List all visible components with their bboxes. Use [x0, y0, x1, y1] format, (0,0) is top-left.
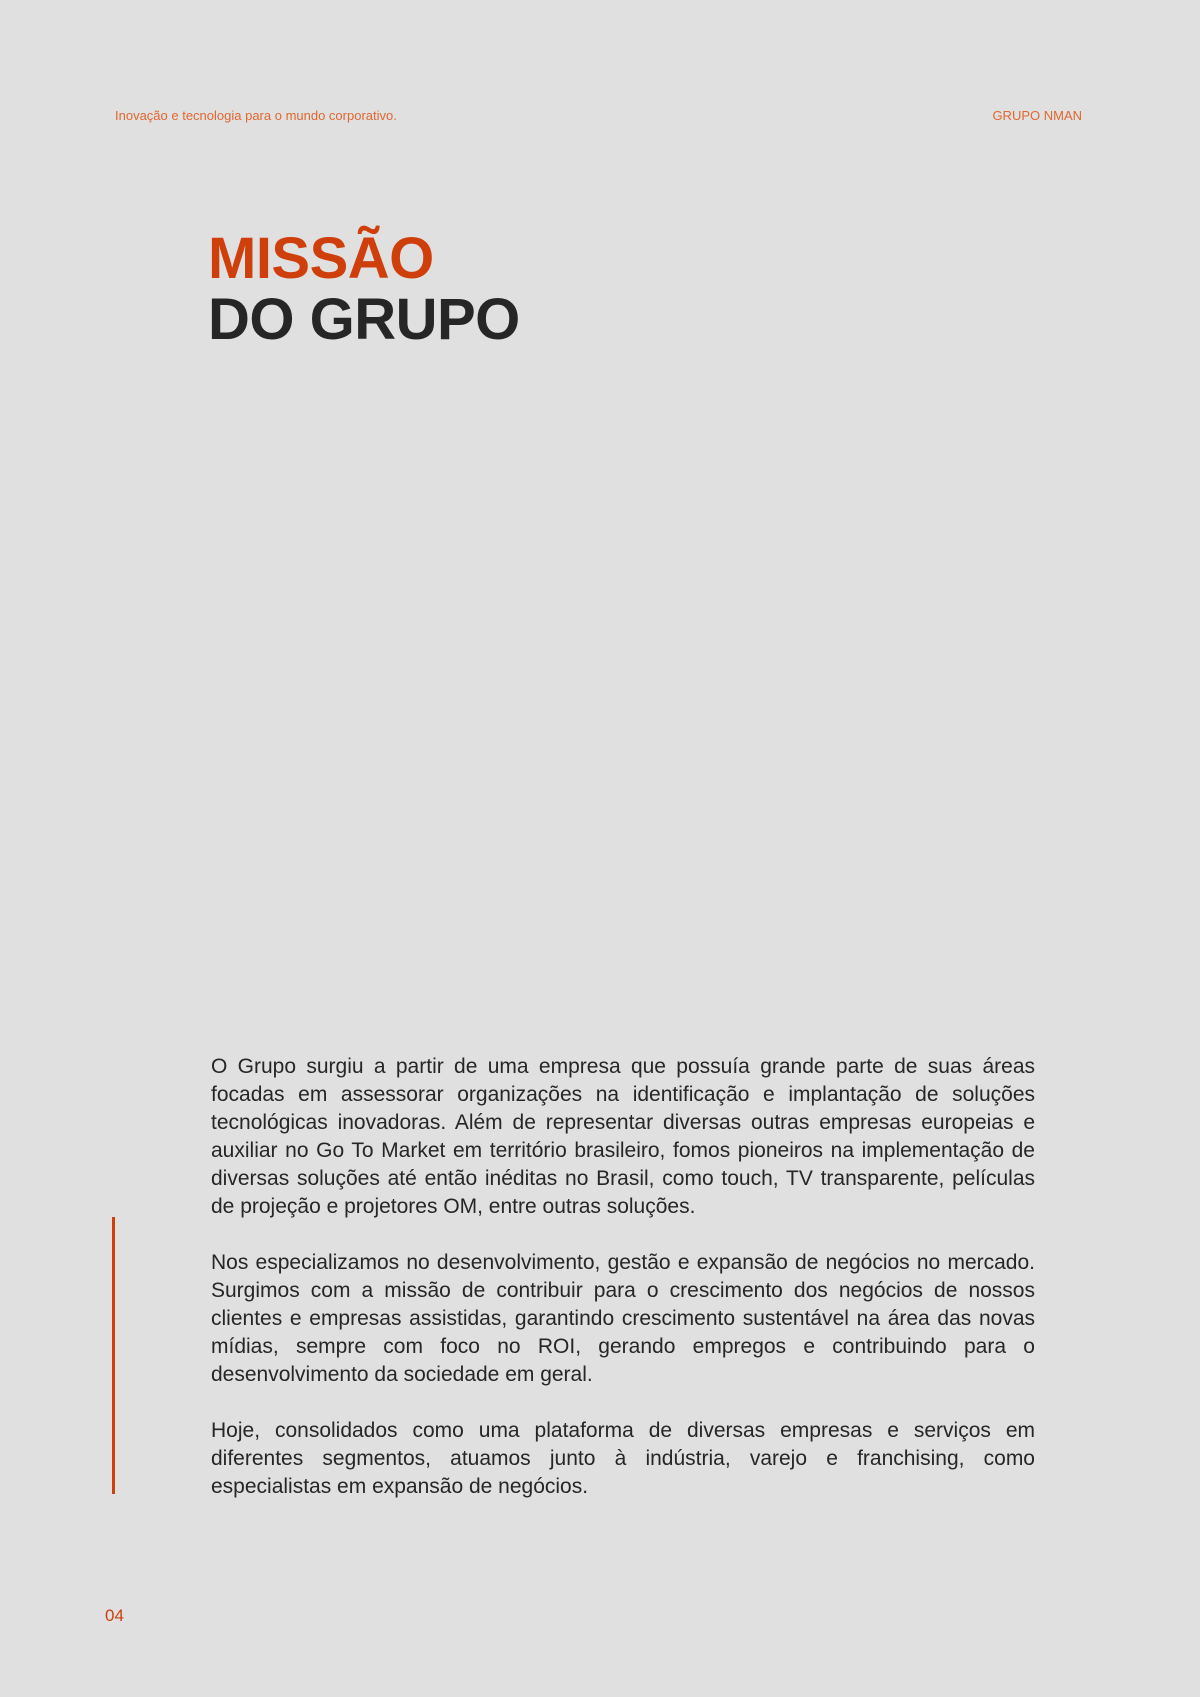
page-title-line-1: MISSÃO [208, 226, 434, 291]
paragraph-2: Nos especializamos no desenvolvimento, gestão e expansão de negócios no mercado. Surgimos com a missão de contribuir para o crescimento dos negócios de nossos clientes e empresas assistidas, garantindo crescimento sustentável na área das novas mídias, sempre com foco no ROI, gerando empregos e contribuindo para o desenvolvimento da sociedade em geral. [211, 1251, 1035, 1386]
page-title [208, 228, 520, 350]
page-number: 04 [105, 1606, 124, 1625]
header-brand: GRUPO NMAN [992, 108, 1082, 123]
paragraph-1: O Grupo surgiu a partir de uma empresa que possuía grande parte de suas áreas focadas em assessorar organizações na identificação e implantação de soluções tecnológicas inovadoras. Além de representar diversas outras empresas europeias e auxiliar no Go To Market em território brasileiro, fomos pioneiros na implementação de diversas soluções até então inéditas no Brasil, como touch, TV transparente, películas de projeção e projetores OM, entre outras soluções. [211, 1055, 1035, 1218]
page-title-line-2: DO GRUPO [208, 287, 520, 352]
paragraph-3: Hoje, consolidados como uma plataforma de diversas empresas e serviços em diferentes segmentos, atuamos junto à indústria, varejo e franchising, como especialistas em expansão de negócios. [211, 1419, 1035, 1498]
header-tagline: Inovação e tecnologia para o mundo corporativo. [115, 108, 397, 123]
accent-vertical-line [112, 1217, 115, 1494]
body-text [211, 1053, 1035, 1529]
